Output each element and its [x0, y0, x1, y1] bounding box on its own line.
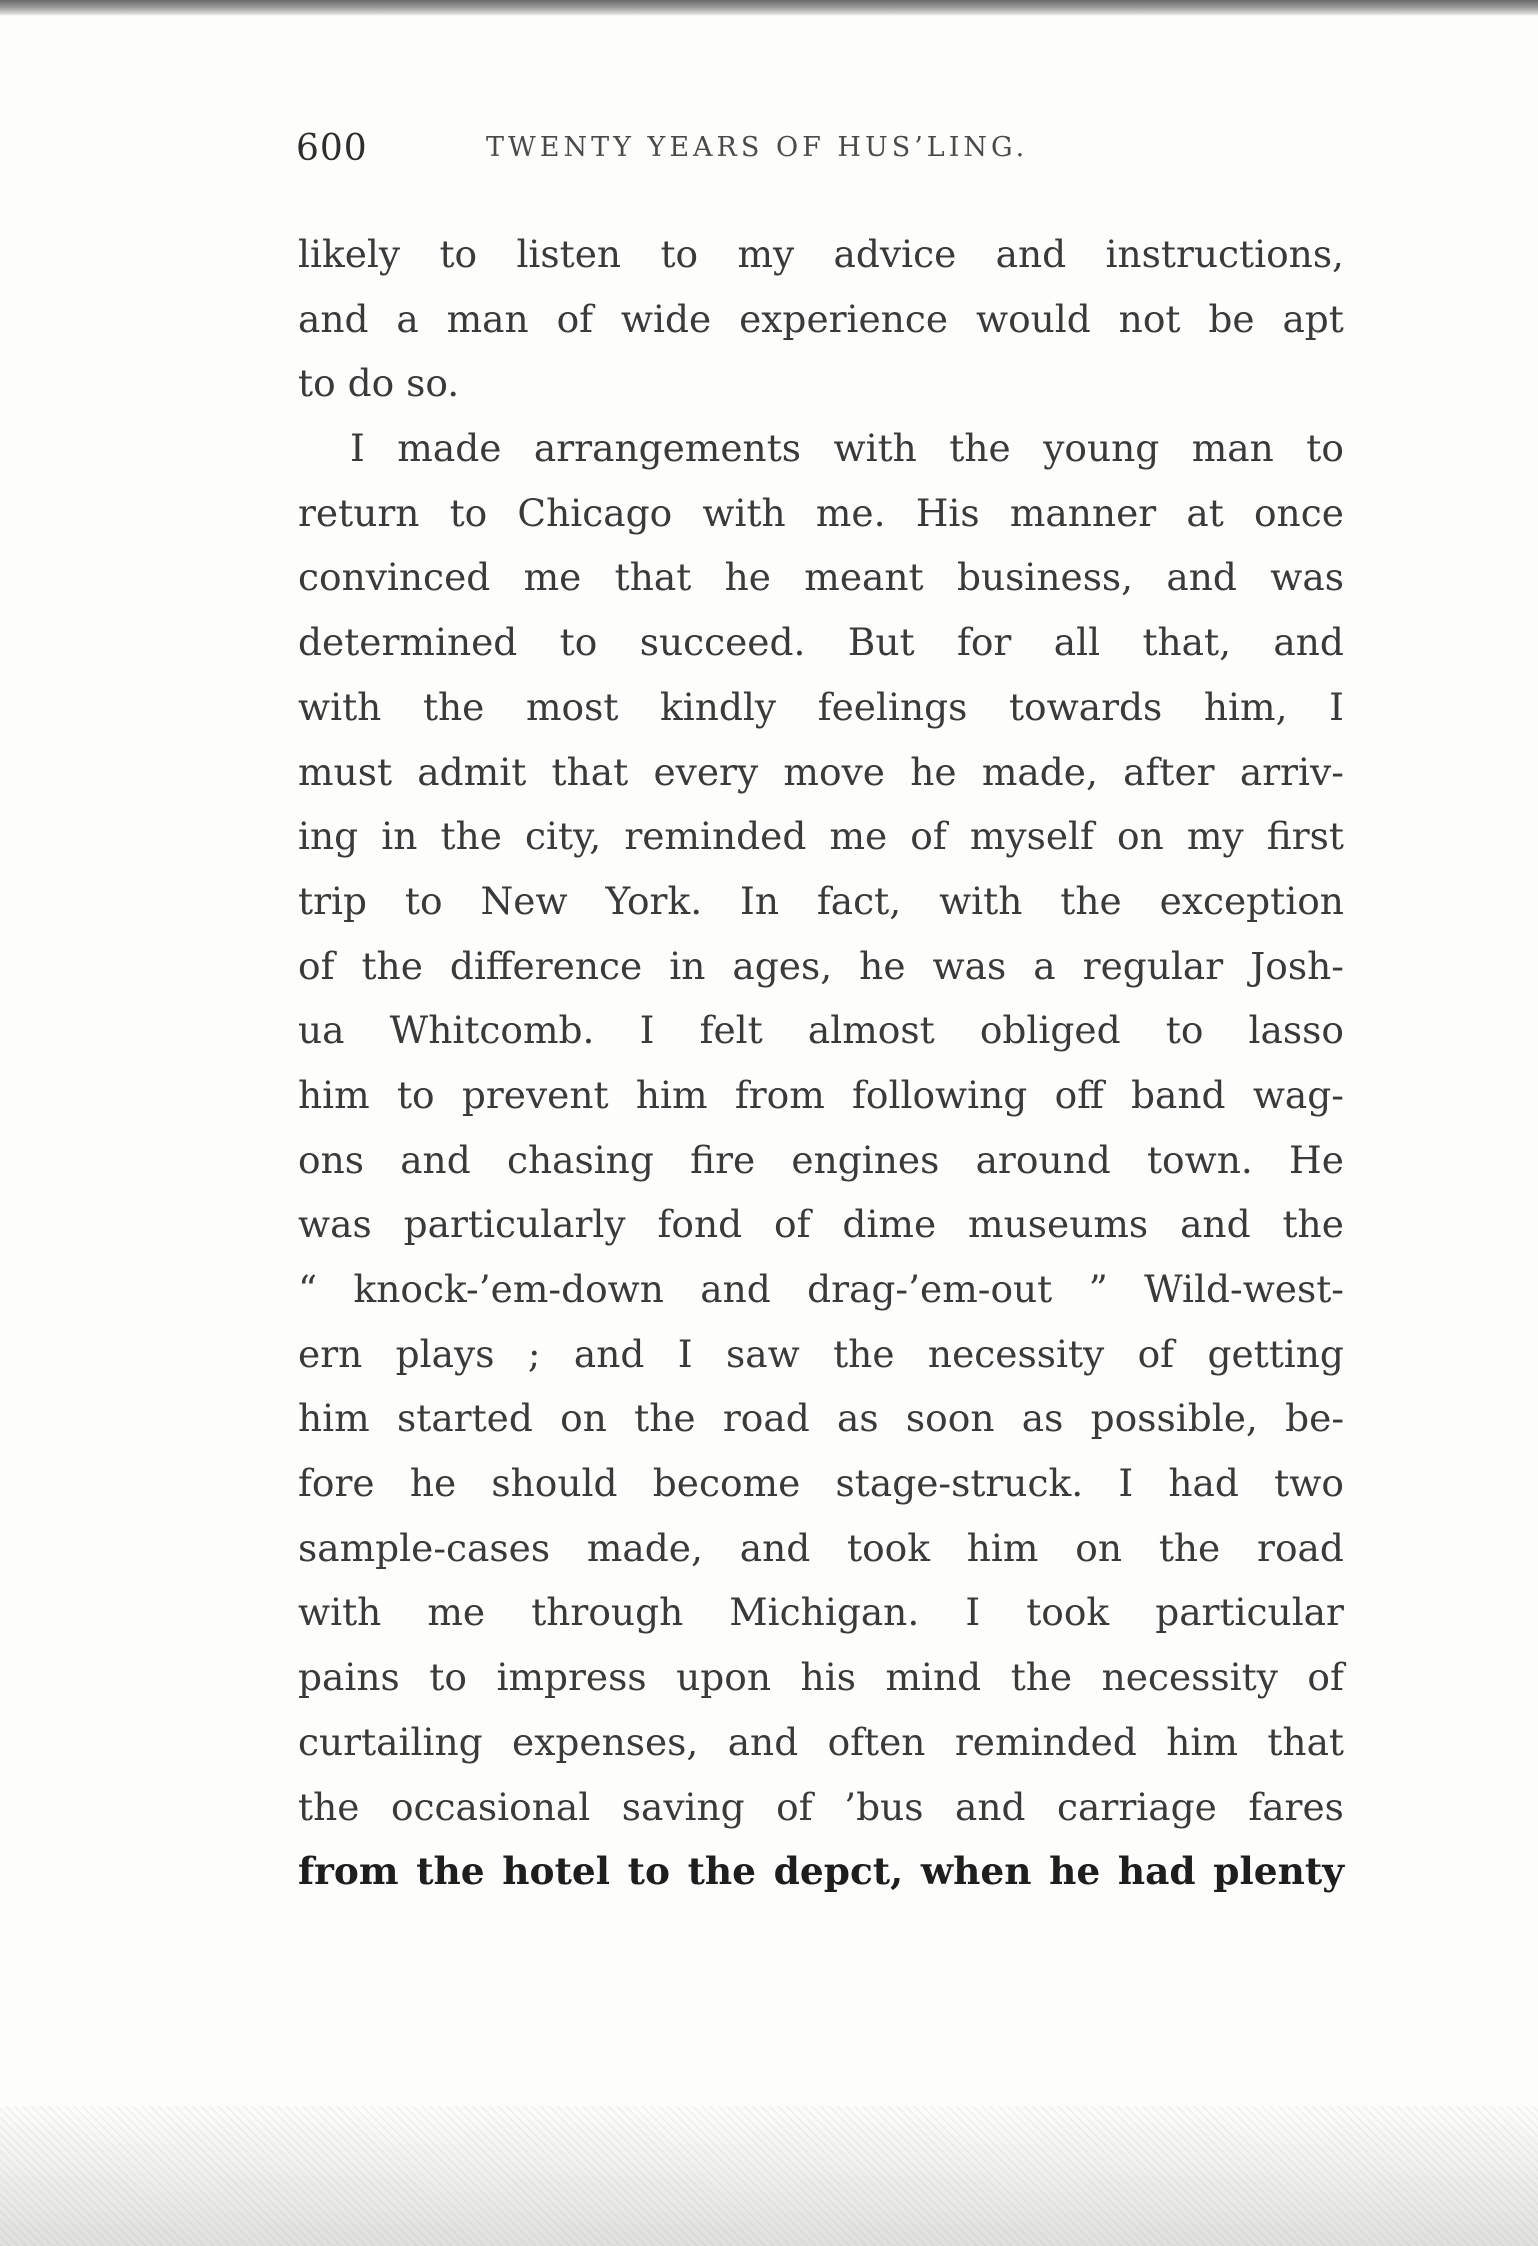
text-line — [298, 998, 1344, 1063]
text-word: in — [669, 943, 706, 988]
text-word: with — [298, 684, 382, 729]
text-word: with — [833, 426, 917, 471]
text-word: Whitcomb. — [389, 1008, 595, 1053]
text-word: on — [1075, 1525, 1123, 1570]
text-line — [298, 1710, 1344, 1775]
text-line — [298, 1192, 1344, 1257]
text-word: he — [409, 1461, 457, 1506]
text-word: chasing — [506, 1137, 654, 1182]
text-word: so. — [406, 361, 460, 406]
text-word: that — [614, 555, 692, 600]
text-word: almost — [807, 1008, 935, 1053]
text-word: reminded — [624, 814, 807, 859]
text-line — [298, 1645, 1344, 1710]
text-word: mind — [885, 1655, 982, 1700]
text-word: kindly — [660, 684, 777, 729]
text-word: road — [722, 1396, 810, 1441]
text-word: occasional — [390, 1784, 591, 1829]
text-word: the — [440, 814, 502, 859]
text-word: often — [827, 1719, 926, 1764]
text-word: and — [955, 1784, 1026, 1829]
text-word: had — [1117, 1849, 1196, 1894]
body-text — [298, 222, 1344, 1904]
text-word: plenty — [1213, 1849, 1344, 1894]
text-word: him, — [1203, 684, 1288, 729]
text-word: the — [361, 943, 423, 988]
text-word: the — [422, 684, 485, 729]
text-word: was — [1270, 555, 1344, 600]
text-word: after — [1123, 749, 1215, 794]
text-word: should — [491, 1461, 618, 1506]
text-word: the — [1010, 1655, 1073, 1700]
text-word: But — [847, 620, 915, 665]
text-word: most — [525, 684, 619, 729]
text-word: him — [635, 1072, 708, 1117]
text-word: was — [932, 943, 1007, 988]
text-word: engines — [791, 1137, 940, 1182]
text-word: him — [1166, 1719, 1238, 1764]
text-word: I — [965, 1590, 981, 1635]
text-word: business, — [956, 555, 1134, 600]
text-word: town. — [1146, 1137, 1253, 1182]
text-word: the — [298, 1784, 360, 1829]
text-word: the — [687, 1849, 757, 1894]
text-line — [298, 416, 1344, 481]
text-line — [298, 1451, 1344, 1516]
text-word: pains — [298, 1655, 400, 1700]
text-word: as — [1021, 1396, 1064, 1441]
text-word: me — [427, 1590, 486, 1635]
text-word: and — [1273, 620, 1344, 665]
text-word: all — [1053, 620, 1101, 665]
text-word: knock-’em-down — [353, 1267, 664, 1311]
text-word: Wild-west- — [1144, 1267, 1344, 1311]
text-word: with — [298, 1590, 382, 1635]
text-word: my — [1186, 814, 1244, 859]
text-word: Michigan. — [729, 1590, 920, 1635]
text-word: band — [1131, 1072, 1226, 1117]
text-word: museums — [968, 1202, 1149, 1247]
text-line — [298, 610, 1344, 675]
text-word: be- — [1285, 1396, 1344, 1441]
text-word: trip — [298, 878, 367, 923]
text-line — [298, 934, 1344, 999]
text-word: succeed. — [639, 620, 806, 665]
text-word: fact, — [816, 878, 902, 923]
text-word: as — [837, 1396, 879, 1441]
text-word: be — [1208, 296, 1255, 341]
page-header — [296, 120, 1346, 180]
text-word: a — [396, 296, 419, 341]
text-word: necessity — [927, 1331, 1105, 1376]
text-word: to — [449, 490, 488, 535]
text-word: to — [1165, 1008, 1204, 1053]
text-word: become — [652, 1461, 801, 1506]
text-word: listen — [516, 232, 622, 276]
text-word: that, — [1142, 620, 1232, 665]
text-word: experience — [739, 296, 949, 341]
text-word: return — [298, 490, 420, 535]
text-word: the — [833, 1331, 895, 1376]
text-word: of — [1137, 1331, 1175, 1376]
text-word: of — [1307, 1655, 1344, 1700]
text-word: that — [551, 749, 629, 794]
text-word: and — [739, 1525, 811, 1570]
text-word: his — [800, 1655, 856, 1700]
text-word: to — [429, 1655, 467, 1700]
text-word: to — [396, 1072, 435, 1117]
text-word: In — [740, 878, 780, 923]
text-word: must — [298, 749, 393, 794]
text-word: do — [347, 361, 407, 406]
text-word: Josh- — [1250, 943, 1344, 988]
text-word: carriage — [1057, 1784, 1217, 1829]
text-word: to — [627, 1849, 670, 1894]
text-word: city, — [525, 814, 602, 859]
text-word: once — [1253, 490, 1344, 535]
text-word: from — [734, 1072, 825, 1117]
text-word: me — [523, 555, 582, 600]
text-word: that — [1267, 1719, 1344, 1764]
text-line — [298, 1063, 1344, 1128]
text-word: convinced — [298, 555, 491, 600]
text-word: saw — [726, 1331, 800, 1376]
text-word: on — [560, 1396, 607, 1441]
text-word: manner — [1009, 490, 1157, 535]
text-word: plays — [395, 1331, 495, 1376]
text-word: when — [920, 1849, 1032, 1894]
text-word: move — [783, 749, 885, 794]
text-word: instructions, — [1105, 232, 1344, 276]
text-word: drag-’em-out — [807, 1267, 1053, 1311]
text-line — [298, 804, 1344, 869]
text-word: the — [416, 1849, 485, 1894]
text-word: took — [1026, 1590, 1110, 1635]
text-word: to — [559, 620, 598, 665]
text-word: soon — [905, 1396, 995, 1441]
text-word: ’bus — [844, 1784, 924, 1829]
text-word: following — [852, 1072, 1028, 1117]
text-word: the — [634, 1396, 696, 1441]
text-word: meant — [804, 555, 924, 600]
text-word: ua — [298, 1008, 345, 1053]
text-word: He — [1289, 1137, 1344, 1182]
text-word: expenses, — [512, 1719, 699, 1764]
text-word: in — [381, 814, 418, 859]
text-word: advice — [833, 232, 957, 276]
text-word: and — [700, 1267, 771, 1311]
text-word: to — [439, 232, 478, 276]
text-word: saving — [621, 1784, 745, 1829]
text-word: I — [677, 1331, 693, 1376]
text-line — [298, 222, 1344, 287]
text-word: possible, — [1090, 1396, 1258, 1441]
text-word: and — [1180, 1202, 1251, 1247]
text-word: York. — [605, 878, 703, 923]
text-word: to — [1306, 426, 1344, 471]
text-word: hotel — [502, 1849, 610, 1894]
text-word: I — [350, 426, 365, 471]
text-word: lasso — [1248, 1008, 1344, 1053]
text-line — [298, 545, 1344, 610]
text-word: ; — [527, 1331, 541, 1376]
text-word: man — [1191, 426, 1274, 471]
text-word: on — [1117, 814, 1164, 859]
text-word: the — [949, 426, 1011, 471]
text-line — [298, 675, 1344, 740]
text-word: and — [727, 1719, 799, 1764]
text-word: and — [995, 232, 1067, 276]
text-word: myself — [969, 814, 1094, 859]
text-word: man — [446, 296, 529, 341]
text-word: made — [397, 426, 502, 471]
text-word: from — [298, 1849, 399, 1894]
text-word: fire — [690, 1137, 756, 1182]
text-word: ” — [1088, 1267, 1108, 1311]
text-word: the — [1158, 1525, 1221, 1570]
text-word: me. — [815, 490, 886, 535]
text-word: and — [1166, 555, 1237, 600]
text-word: of — [776, 1784, 813, 1829]
text-word: particularly — [403, 1202, 626, 1247]
running-title: TWENTY YEARS OF HUS’LING. — [486, 132, 1029, 163]
text-line — [298, 481, 1344, 546]
text-word: Chicago — [517, 490, 673, 535]
text-word: to — [298, 361, 348, 406]
text-word: around — [975, 1137, 1111, 1182]
text-word: my — [737, 232, 795, 276]
text-word: regular — [1082, 943, 1224, 988]
text-word: His — [915, 490, 980, 535]
text-word: arriv- — [1239, 749, 1344, 794]
text-word: he — [1049, 1849, 1101, 1894]
text-word: every — [653, 749, 759, 794]
text-word: arrangements — [533, 426, 802, 471]
text-word: a — [1033, 943, 1056, 988]
text-word: depct, — [773, 1849, 904, 1894]
text-word: fond — [657, 1202, 743, 1247]
text-word: obliged — [979, 1008, 1121, 1053]
text-word: of — [774, 1202, 811, 1247]
text-word: admit — [417, 749, 527, 794]
text-word: impress — [496, 1655, 647, 1700]
text-word: the — [1060, 878, 1122, 923]
text-word: reminded — [954, 1719, 1137, 1764]
text-word: and — [298, 296, 369, 341]
text-word: I — [1118, 1461, 1134, 1506]
text-word: at — [1186, 490, 1224, 535]
text-line — [298, 351, 1344, 416]
text-word: with — [939, 878, 1023, 923]
text-word: ons — [298, 1137, 364, 1182]
text-word: prevent — [461, 1072, 609, 1117]
text-word: him — [298, 1396, 370, 1441]
text-word: off — [1054, 1072, 1104, 1117]
text-word: curtailing — [298, 1719, 483, 1764]
text-word: of — [298, 943, 335, 988]
text-word: me — [829, 814, 888, 859]
text-word: I — [1329, 684, 1344, 729]
text-word: wag- — [1252, 1072, 1344, 1117]
text-word: ages, — [732, 943, 833, 988]
text-word: not — [1118, 296, 1181, 341]
text-word: getting — [1207, 1331, 1344, 1376]
text-word: him — [966, 1525, 1039, 1570]
text-word: he — [859, 943, 906, 988]
text-line — [298, 1775, 1344, 1840]
page-number: 600 — [296, 128, 368, 169]
text-word: and — [400, 1137, 471, 1182]
text-word: towards — [1008, 684, 1163, 729]
text-line — [298, 1580, 1344, 1645]
text-word: New — [480, 878, 568, 923]
text-word: two — [1274, 1461, 1344, 1506]
text-word: of — [556, 296, 594, 341]
text-word: upon — [676, 1655, 772, 1700]
text-word: wide — [620, 296, 712, 341]
text-word: ing — [298, 814, 359, 859]
text-word: he — [910, 749, 957, 794]
text-word: of — [910, 814, 947, 859]
text-word: had — [1168, 1461, 1239, 1506]
text-word: determined — [298, 620, 518, 665]
text-word: fares — [1248, 1784, 1344, 1829]
text-word: the — [1282, 1202, 1344, 1247]
text-word: would — [975, 296, 1091, 341]
text-line — [298, 1322, 1344, 1387]
text-word: dime — [842, 1202, 937, 1247]
text-word: ern — [298, 1331, 363, 1376]
text-word: likely — [298, 232, 401, 276]
text-word: apt — [1282, 296, 1344, 341]
text-line — [298, 1516, 1344, 1581]
scan-top-edge — [0, 0, 1538, 16]
text-word: felt — [699, 1008, 763, 1053]
text-word: exception — [1159, 878, 1344, 923]
text-word: took — [847, 1525, 930, 1570]
text-word: for — [956, 620, 1012, 665]
text-word: difference — [449, 943, 643, 988]
text-word: made, — [586, 1525, 703, 1570]
text-line — [298, 1257, 1344, 1322]
text-word: feelings — [817, 684, 968, 729]
text-word: young — [1043, 426, 1160, 471]
text-word: him — [298, 1072, 370, 1117]
text-word: made, — [981, 749, 1098, 794]
text-word: first — [1266, 814, 1344, 859]
text-word: was — [298, 1202, 372, 1247]
text-word: to — [404, 878, 443, 923]
text-word: road — [1257, 1525, 1344, 1570]
text-line — [298, 1128, 1344, 1193]
text-word: “ — [298, 1267, 318, 1311]
text-word: sample-cases — [298, 1525, 551, 1570]
text-line — [298, 869, 1344, 934]
text-word: through — [531, 1590, 684, 1635]
text-word: started — [397, 1396, 533, 1441]
text-word: to — [660, 232, 699, 276]
text-word: particular — [1155, 1590, 1344, 1635]
text-line — [298, 1386, 1344, 1451]
text-word: fore — [298, 1461, 375, 1506]
text-line — [298, 287, 1344, 352]
text-word: I — [639, 1008, 655, 1053]
text-word: he — [724, 555, 771, 600]
text-word: stage-struck. — [835, 1461, 1084, 1506]
text-line — [298, 740, 1344, 805]
text-word: with — [702, 490, 786, 535]
scan-bottom-edge — [0, 2106, 1538, 2246]
text-line — [298, 1839, 1344, 1904]
text-word: and — [573, 1331, 645, 1376]
text-word: necessity — [1101, 1655, 1278, 1700]
